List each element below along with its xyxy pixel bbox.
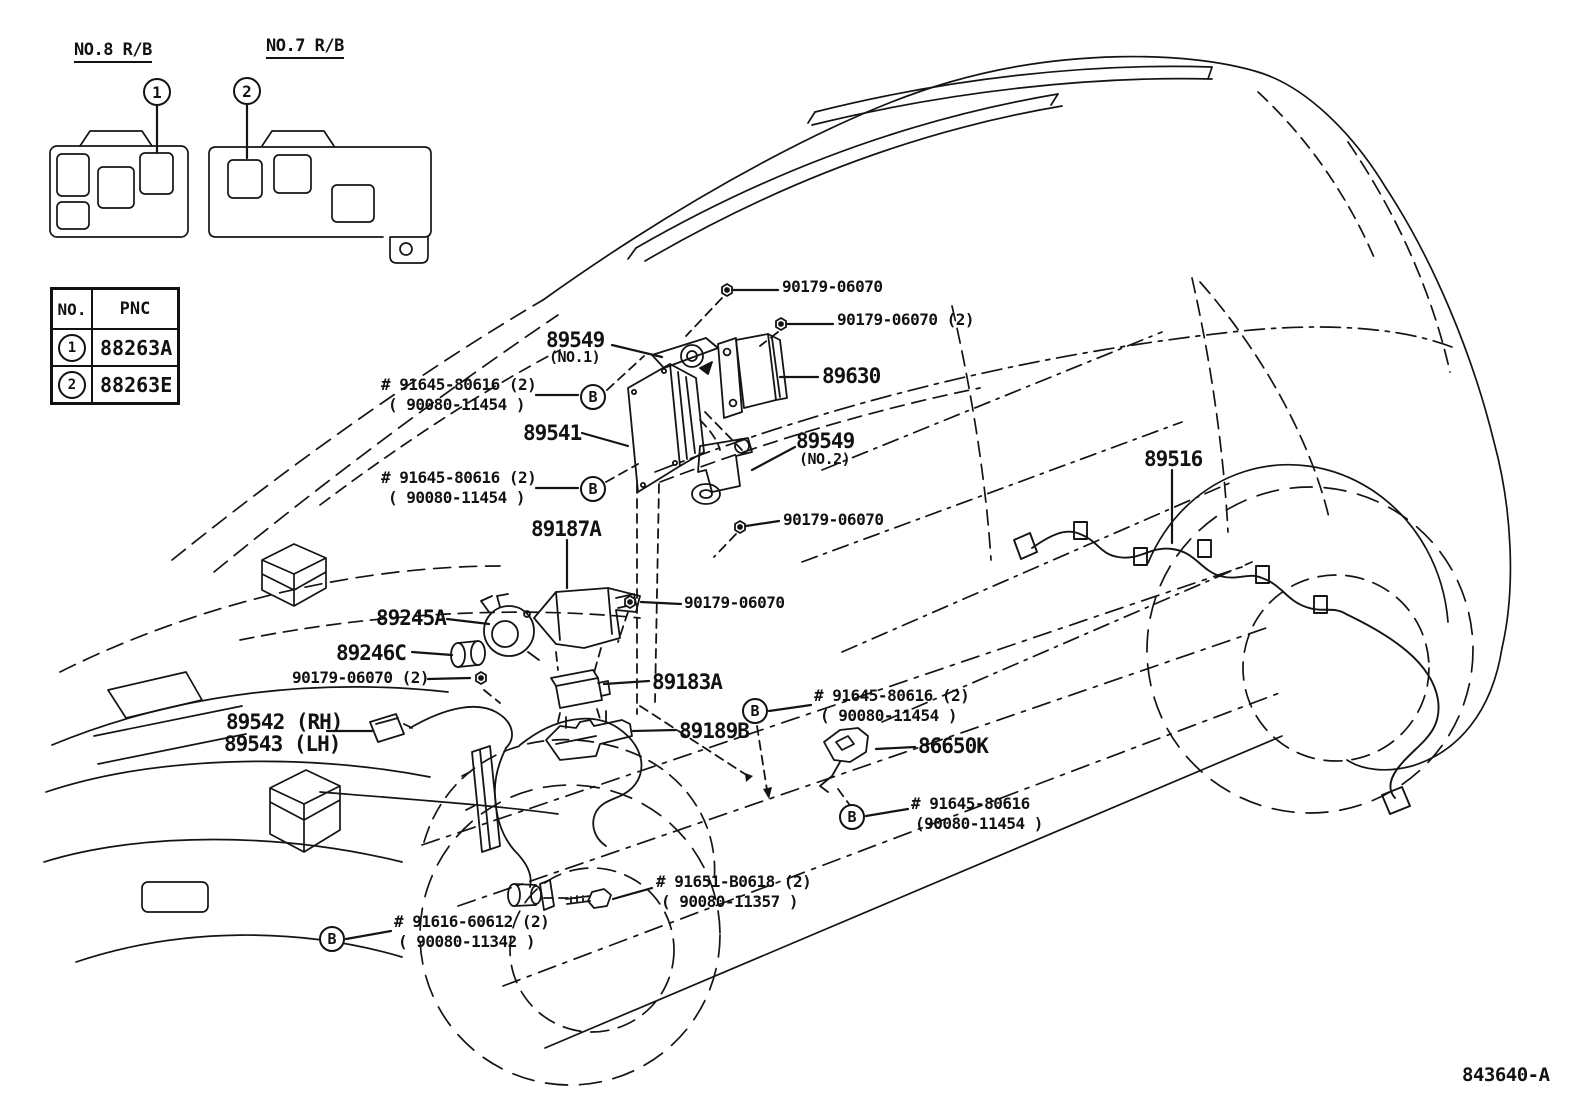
bolt-b-badge-4: B xyxy=(839,804,865,830)
label-89187a: 89187A xyxy=(531,517,601,541)
drawing-number: 843640-A xyxy=(1462,1064,1550,1086)
label-89549-no1-sub: (NO.1) xyxy=(549,348,601,366)
label-91645-b2-line1: # 91645-80616 (2) xyxy=(381,468,537,487)
label-90179-06070-2: 90179-06070 (2) xyxy=(837,310,974,329)
relay-box-no7-drawing xyxy=(209,105,431,263)
label-89542-rh: 89542 (RH) xyxy=(226,710,343,734)
label-91616-line2: ( 90080-11342 ) xyxy=(398,932,535,951)
pnc-col-no: NO. xyxy=(52,289,92,329)
label-89246c: 89246C xyxy=(336,641,406,665)
label-91651-line2: ( 90080-11357 ) xyxy=(661,892,798,911)
row1-pnc-value: 88263A xyxy=(92,329,178,366)
alignment-dashes xyxy=(484,298,849,898)
row2-no-badge: 2 xyxy=(58,371,86,399)
label-89245a: 89245A xyxy=(376,606,446,630)
pnc-table xyxy=(50,287,180,405)
label-91645-b1-line1: # 91645-80616 (2) xyxy=(381,375,537,394)
pnc-col-pnc: PNC xyxy=(92,289,178,329)
label-91616-line1: # 91616-60612 (2) xyxy=(394,912,550,931)
label-91645-b3-line1: # 91645-80616 (2) xyxy=(814,686,970,705)
label-91645-b4-line2: (90080-11454 ) xyxy=(915,814,1043,833)
label-89189b: 89189B xyxy=(679,719,749,743)
alignment-arrowheads xyxy=(745,773,772,799)
label-91645-b4-line1: # 91645-80616 xyxy=(911,794,1030,813)
label-89549-no2: 89549 xyxy=(796,429,855,453)
label-90179-06070-pair: 90179-06070 (2) xyxy=(292,668,429,687)
relay-box-no8-drawing xyxy=(50,106,188,237)
relay-box-no7-title: NO.7 R/B xyxy=(266,38,344,59)
label-91645-b3-line2: ( 90080-11454 ) xyxy=(820,706,957,725)
label-90179-06070-low: 90179-06070 xyxy=(684,593,785,612)
label-91645-b2-line2: ( 90080-11454 ) xyxy=(388,488,525,507)
table-row xyxy=(52,329,178,366)
label-90179-06070-mid: 90179-06070 xyxy=(783,510,884,529)
callout-1-badge: 1 xyxy=(143,78,171,106)
bolt-b-badge-2: B xyxy=(580,476,606,502)
bolt-b-badge-3: B xyxy=(742,698,768,724)
bolt-b-badge-1: B xyxy=(580,384,606,410)
pnc-table-header xyxy=(52,289,178,329)
callout-2-badge: 2 xyxy=(233,77,261,105)
label-89543-lh: 89543 (LH) xyxy=(224,732,341,756)
label-89516: 89516 xyxy=(1144,447,1203,471)
label-89630: 89630 xyxy=(822,364,881,388)
label-91645-b1-line2: ( 90080-11454 ) xyxy=(388,395,525,414)
label-89549-no1: 89549 xyxy=(546,328,605,352)
car-outline xyxy=(44,57,1510,1085)
label-89183a: 89183A xyxy=(652,670,722,694)
row2-pnc-value: 88263E xyxy=(92,366,178,403)
label-86650k: 86650K xyxy=(918,734,988,758)
relay-box-no8-title: NO.8 R/B xyxy=(74,42,152,63)
table-row xyxy=(52,366,178,403)
bolt-b-badge-5: B xyxy=(319,926,345,952)
label-89549-no2-sub: (NO.2) xyxy=(799,450,851,468)
label-90179-06070-top: 90179-06070 xyxy=(782,277,883,296)
row1-no-badge: 1 xyxy=(58,334,86,362)
label-89541: 89541 xyxy=(523,421,582,445)
label-91651-line1: # 91651-B0618 (2) xyxy=(656,872,812,891)
